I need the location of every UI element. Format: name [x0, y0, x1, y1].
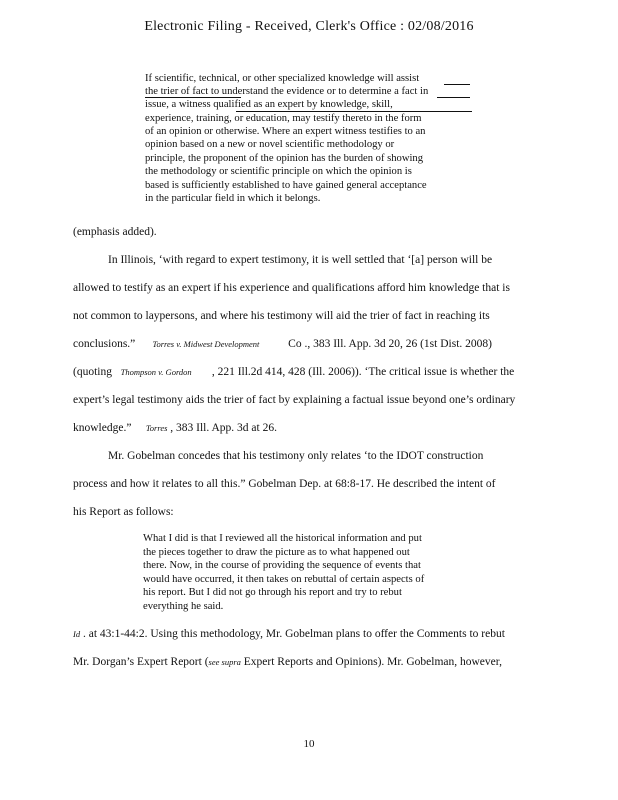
quote-line: would have occurred, it then takes on rebuttal of certain aspects of [143, 574, 425, 585]
quote-line: the pieces together to draw the picture as to what happened out [143, 547, 410, 558]
quote-line: his report. But I did not go through his report and try to rebut [143, 587, 402, 598]
citation-id: Id [73, 629, 81, 639]
quote-line: there. Now, in the course of providing the sequence of events that [143, 560, 421, 571]
body-line: not common to laypersons, and where his testimony will aid the trier of fact in reaching its [73, 310, 490, 322]
emphasis-underline [444, 84, 470, 85]
body-line: his Report as follows: [73, 506, 174, 518]
page-number: 10 [303, 738, 315, 750]
body-line: expert’s legal testimony aids the trier of fact by explaining a factual issue beyond one’s ordinary [73, 394, 516, 406]
quote-line: based is sufficiently established to have gained general acceptance [145, 180, 427, 191]
quote-line: What I did is that I reviewed all the historical information and put [143, 533, 422, 544]
body-line: Id . at 43:1-44:2. Using this methodology, Mr. Gobelman plans to offer the Comments to rebut [73, 628, 505, 640]
quote-line: issue, a witness qualified as an expert by knowledge, skill, [145, 99, 393, 110]
quote-line: the trier of fact to understand the evidence or to determine a fact in [145, 86, 429, 97]
see-supra-signal: see supra [208, 657, 241, 667]
quote-line: in the particular field in which it belongs. [145, 193, 321, 204]
emphasis-underline [145, 97, 241, 98]
body-line: knowledge.” Torres , 383 Ill. App. 3d at 26. [73, 422, 277, 434]
body-line: Mr. Gobelman concedes that his testimony only relates ‘to the IDOT construction [108, 450, 484, 462]
case-citation-thompson: Thompson v. Gordon [120, 367, 192, 377]
quote-line: experience, training, or education, may testify thereto in the form [145, 113, 422, 124]
body-line: process and how it relates to all this.” Gobelman Dep. at 68:8-17. He described the intent of [73, 478, 496, 490]
body-line: (quoting Thompson v. Gordon , 221 Ill.2d 414, 428 (Ill. 2006)). ‘The critical issue is whether the [73, 366, 515, 378]
quote-line: If scientific, technical, or other specialized knowledge will assist [145, 73, 420, 84]
quote-line: everything he said. [143, 601, 224, 612]
emphasis-underline [437, 97, 470, 98]
quote-line: principle, the proponent of the opinion has the burden of showing [145, 153, 424, 164]
quote-line: the methodology or scientific principle on which the opinion is [145, 166, 412, 177]
body-line: In Illinois, ‘with regard to expert testimony, it is well settled that ‘[a] person will be [108, 254, 493, 266]
quote-line: of an opinion or otherwise. Where an expert witness testifies to an [145, 126, 426, 137]
emphasis-note: (emphasis added). [73, 226, 157, 238]
case-citation-torres: Torres v. Midwest Development [152, 339, 260, 349]
filing-stamp-header: Electronic Filing - Received, Clerk's Office : 02/08/2016 [144, 19, 474, 34]
emphasis-underline [236, 111, 472, 112]
body-line: allowed to testify as an expert if his experience and qualifications afford him knowledge that is [73, 282, 510, 294]
case-citation-torres-short: Torres [145, 423, 168, 433]
body-line: Mr. Dorgan’s Expert Report (see supra Expert Reports and Opinions). Mr. Gobelman, however, [73, 656, 503, 668]
body-line: conclusions.” Torres v. Midwest Development Co ., 383 Ill. App. 3d 20, 26 (1st Dist. 2008) [73, 338, 492, 350]
quote-line: opinion based on a new or novel scientific methodology or [145, 139, 395, 150]
